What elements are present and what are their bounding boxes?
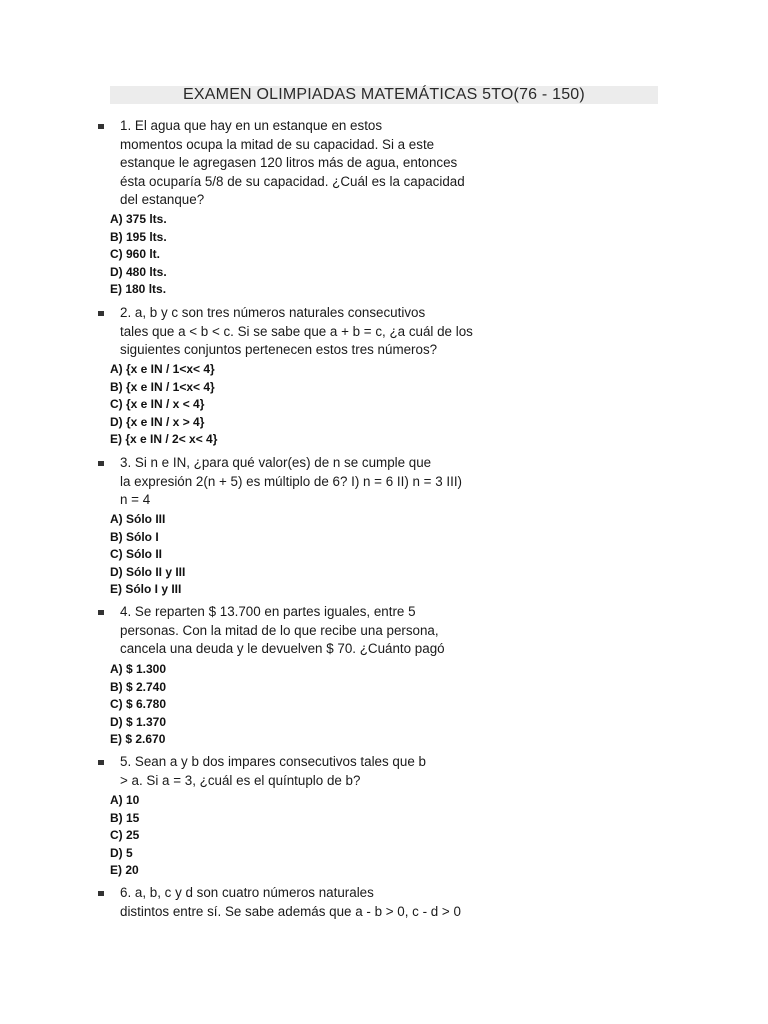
bullet-icon — [98, 891, 104, 896]
question-2-options — [110, 361, 217, 449]
option-d: D) 480 lts. — [110, 264, 167, 279]
bullet-icon — [98, 124, 104, 129]
question-1-text: 1. El agua que hay en un estanque en estos momentos ocupa la mitad de su capacidad. Si a este estanque le agregasen 120 litros más de agua, entonces ésta ocuparía 5/8 de su capacidad. ¿Cuál es la capacidad del estanque? — [120, 118, 465, 208]
question-1-options — [110, 211, 167, 299]
option-c: C) Sólo II — [110, 547, 162, 562]
option-e: E) {x e IN / 2< x< 4} — [110, 432, 218, 447]
question-5-text: 5. Sean a y b dos impares consecutivos tales que b > a. Si a = 3, ¿cuál es el quíntuplo de b? — [120, 754, 426, 788]
bullet-icon — [98, 760, 104, 765]
option-d: D) $ 1.370 — [110, 714, 167, 729]
page-title: EXAMEN OLIMPIADAS MATEMÁTICAS 5TO(76 - 150) — [183, 86, 585, 103]
option-a: A) 10 — [110, 793, 140, 807]
option-a: A) Sólo III — [110, 512, 166, 526]
option-b: B) $ 2.740 — [110, 679, 167, 694]
option-c: C) 960 lt. — [110, 247, 161, 262]
option-d: D) Sólo II y III — [110, 564, 186, 579]
question-2-text: 2. a, b y c son tres números naturales consecutivos tales que a < b < c. Si se sabe que a + b = c, ¿a cuál de los siguientes conjuntos pertenecen estos tres números? — [120, 305, 473, 358]
option-b: B) Sólo I — [110, 529, 159, 544]
option-e: E) 20 — [110, 863, 139, 878]
option-a: A) $ 1.300 — [110, 662, 167, 676]
option-c: C) {x e IN / x < 4} — [110, 397, 205, 412]
option-e: E) 180 lts. — [110, 282, 167, 297]
option-e: E) $ 2.670 — [110, 732, 166, 747]
question-6-text: 6. a, b, c y d son cuatro números naturales distintos entre sí. Se sabe además que a - b > 0, c - d > 0 — [120, 885, 461, 919]
question-4-options — [110, 661, 166, 749]
question-4-text: 4. Se reparten $ 13.700 en partes iguales, entre 5 personas. Con la mitad de lo que recibe una persona, cancela una deuda y le devuelven $ 70. ¿Cuánto pagó — [120, 604, 445, 657]
option-e: E) Sólo I y III — [110, 582, 182, 597]
bullet-icon — [98, 311, 104, 316]
bullet-icon — [98, 610, 104, 615]
option-a: A) 375 lts. — [110, 212, 167, 226]
question-3-options — [110, 511, 185, 599]
option-b: B) 15 — [110, 810, 140, 825]
option-c: C) 25 — [110, 828, 140, 843]
bullet-icon — [98, 461, 104, 466]
option-b: B) 195 lts. — [110, 229, 167, 244]
option-a: A) {x e IN / 1<x< 4} — [110, 362, 215, 376]
option-b: B) {x e IN / 1<x< 4} — [110, 379, 215, 394]
option-d: D) 5 — [110, 845, 133, 860]
question-3-text: 3. Si n e IN, ¿para qué valor(es) de n se cumple que la expresión 2(n + 5) es múltiplo de 6? I) n = 6 II) n = 3 III) n = 4 — [120, 455, 463, 508]
option-c: C) $ 6.780 — [110, 697, 167, 712]
option-d: D) {x e IN / x > 4} — [110, 414, 205, 429]
question-5-options — [110, 792, 139, 880]
